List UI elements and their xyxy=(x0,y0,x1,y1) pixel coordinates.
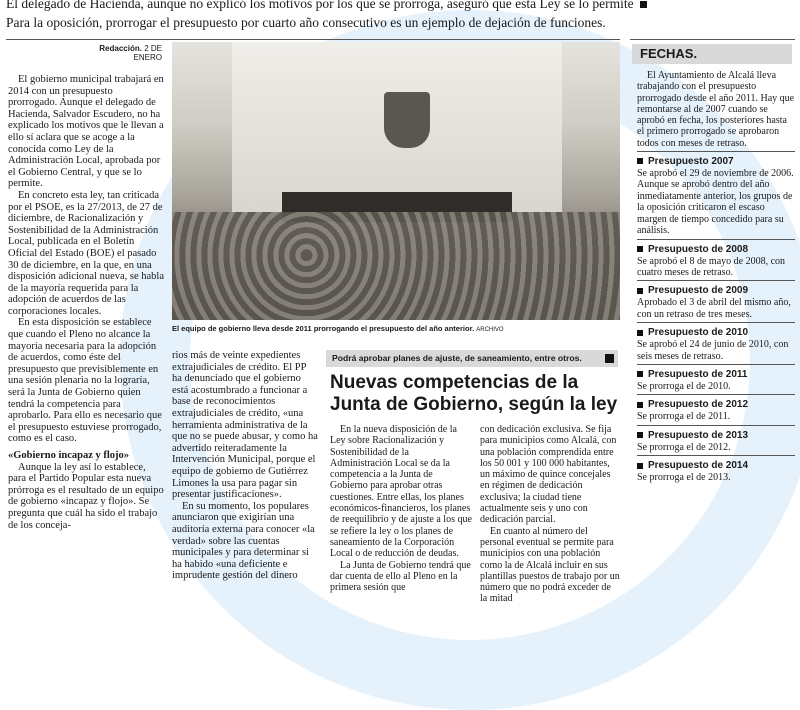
fechas-item: Presupuesto de 2009 Aprobado el 3 de abril del mismo año, con un retraso de tres meses. xyxy=(637,280,795,320)
box-headline: Nuevas competencias de la Junta de Gobierno, según la ley xyxy=(330,372,618,415)
fechas-item: Presupuesto de 2014 Se prorroga el de 2013. xyxy=(637,455,795,483)
box-header: Podrá aprobar planes de ajuste, de saneamiento, entre otros. xyxy=(326,350,618,367)
deck-line-1: El delegado de Hacienda, aunque no explicó los motivos por los que se prorroga, aseguró que esta Ley se lo permite xyxy=(6,0,786,13)
deck-line-2: Para la oposición, prorrogar el presupuesto por cuarto año consecutivo es un ejemplo de dejación de funciones. xyxy=(6,15,606,30)
fechas-header: FECHAS. xyxy=(632,44,792,64)
top-rule xyxy=(6,39,620,40)
box-column-b xyxy=(480,424,620,605)
council-photo xyxy=(172,42,620,320)
paragraph: En esta disposición se establece que cuando el Pleno no alcance la mayoría necesaria para la adopción de acuerdos, como éste del presupuesto que previsiblemente en una sesión plenaria no la lograría, será la Junta de Gobierno quien tendrá la competencia para aprobarlo. Para ello es necesario que el presupuesto estuviese prorrogado, como es el caso. xyxy=(8,317,162,445)
fechas-item: Presupuesto de 2010 Se aprobó el 24 de junio de 2010, con seis meses de retraso. xyxy=(637,322,795,362)
coat-of-arms-image xyxy=(384,92,430,148)
paragraph: En la nueva disposición de la Ley sobre Racionalización y Sostenibilidad de la Administración Local se da la competencia a la Junta de Gobierno para aprobar otras cuestiones. Entre ellas, los planes económicos-financieros, los planes de reequilibrio y de ajuste a los que se refiere la ley o los planes de saneamiento de la Corporación Local o de reducción de deudas. xyxy=(330,424,472,560)
fechas-sidebar xyxy=(637,70,795,486)
fechas-item: Presupuesto de 2013 Se prorroga el de 2012. xyxy=(637,425,795,453)
fechas-item: Presupuesto 2007 Se aprobó el 29 de noviembre de 2006. Aunque se aprobó dentro del año inmediatamente anterior, los grupos de la oposición criticaron el escaso margen de tiempo concedido para su análisis. xyxy=(637,151,795,236)
paragraph: En cuanto al número del personal eventual se permite para municipios con una población como la de Alcalá incluir en sus plantillas puestos de trabajo por un número que no podrá exceder de la mitad xyxy=(480,525,620,605)
article-column-2 xyxy=(172,350,318,582)
paragraph: rios más de veinte expedientes extrajudiciales de crédito. El PP ha denunciado que el gobierno está acostumbrado a funcionar a base de reconocimientos extrajudiciales de crédito, «una herramienta administrativa de la que no se puede abusar, y como ha advertido reiteradamente la Intervención Municipal, porque el equipo de gobierno de Gutiérrez Limones la usa para pagar sin presentar justificaciones». xyxy=(172,350,318,501)
paragraph: En su momento, los populares anunciaron que exigirían una auditoría externa para conocer «la verdad» sobre las cuentas municipales y para determinar si ha habido «una deficiente e imprudente gestión del dinero xyxy=(172,500,315,582)
paragraph: Aunque la ley así lo establece, para el Partido Popular esta nueva prórroga es el resultado de un equipo de gobierno «incapaz y flojo». Se pregunta que cuál ha sido el trabajo de los conceja- xyxy=(8,461,164,531)
fechas-item: Presupuesto de 2008 Se aprobó el 8 de mayo de 2008, con cuatro meses de retraso. xyxy=(637,239,795,279)
paragraph: La Junta de Gobierno tendrá que dar cuenta de ello al Pleno en la primera sesión que xyxy=(330,559,471,594)
article-column-1 xyxy=(8,74,164,531)
box-column-a xyxy=(330,424,472,593)
byline: Redacción. 2 DE ENERO xyxy=(99,44,162,62)
paragraph: En concreto esta ley, tan criticada por el PSOE, es la 27/2013, de 27 de diciembre, de Racionalización y Sostenibilidad de la Administración Local, publicada en el Boletín Oficial del Estado (BOE) el pasado 30 de diciembre, en la que, en una disposición adicional nueva, se habla de la mayoría requerida para la adopción de acuerdos de las corporaciones locales. xyxy=(8,189,164,317)
fechas-intro: El Ayuntamiento de Alcalá lleva trabajando con el presupuesto prorrogado desde el año 2011. Hay que remontarse al de 2007 cuando se aprobó en fecha, los posteriores hasta el primero prorrogado se aprobaron todos con meses de retraso. xyxy=(637,70,795,149)
article-deck xyxy=(6,0,786,32)
paragraph: con dedicación exclusiva. Se fija para municipios como Alcalá, con una población comprendida entre los 50 001 y 100 000 habitantes, un máximo de quince concejales en régimen de dedicación exclusiva; la ciudad tiene actualmente seis y uno con dedicación parcial. xyxy=(480,424,617,526)
subheading: «Gobierno incapaz y flojo» xyxy=(8,450,130,461)
paragraph: El gobierno municipal trabajará en 2014 con un presupuesto prorrogado. Aunque el delegado de Hacienda, Salvador Escudero, no ha explicado los motivos que le llevan a ello sí aclara que se acoge a la conocida como Ley de la Administración Local, aprobada por el Gobierno Central, y que se lo permite. xyxy=(8,74,164,190)
photo-caption: El equipo de gobierno lleva desde 2011 prorrogando el presupuesto del año anterior. ARCHIVO xyxy=(172,324,504,333)
fechas-item: Presupuesto de 2012 Se prorroga el de 2011. xyxy=(637,394,795,422)
fechas-item: Presupuesto de 2011 Se prorroga el de 2010. xyxy=(637,364,795,392)
